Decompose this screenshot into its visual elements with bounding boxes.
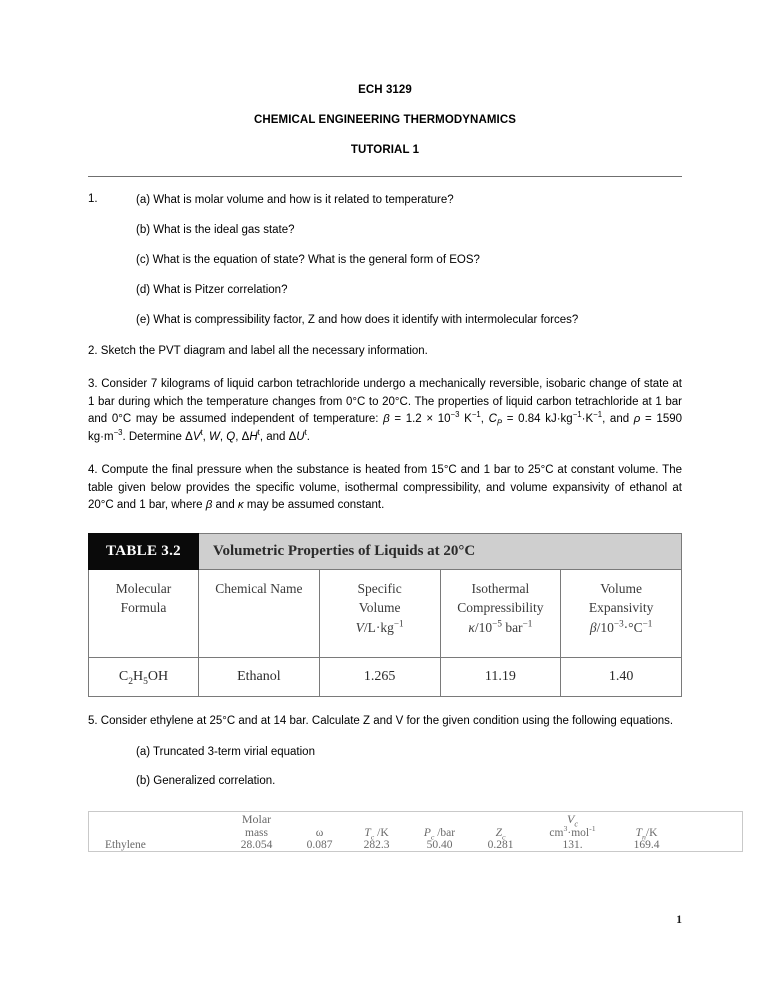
ethylene-table-container bbox=[88, 811, 682, 852]
question-5a: (a) Truncated 3-term virial equation bbox=[136, 746, 315, 759]
header-molar: Molar bbox=[241, 811, 272, 826]
cell-critical-temperature: 282.3 bbox=[363, 838, 390, 851]
document-header bbox=[88, 84, 682, 156]
cell-molar-mass: 28.054 bbox=[240, 838, 273, 851]
enthalpy-separator: , Δ bbox=[235, 430, 250, 443]
energy-separator: , and Δ bbox=[259, 430, 297, 443]
question-2: 2. Sketch the PVT diagram and label all the necessary information. bbox=[88, 344, 428, 357]
table-3-2-title-row bbox=[89, 533, 682, 569]
formula-part: H bbox=[132, 668, 144, 684]
page-number: 1 bbox=[676, 914, 682, 926]
ethylene-header-row-1 bbox=[89, 811, 743, 827]
question-4 bbox=[88, 462, 682, 514]
energy-exponent: t bbox=[304, 427, 307, 437]
pc-unit: /bar bbox=[434, 826, 456, 839]
q4-beta-symbol: β bbox=[205, 499, 213, 512]
tn-unit: /K bbox=[645, 826, 658, 839]
rho-value: = 1590 kg·m bbox=[88, 413, 683, 443]
col-head-line2: Compressibility bbox=[457, 600, 544, 616]
beta-symbol: β bbox=[383, 413, 390, 426]
cp-symbol: C bbox=[488, 413, 497, 426]
table-row bbox=[89, 657, 682, 696]
beta-unit-exponent: −1 bbox=[471, 410, 481, 420]
tc-symbol: T bbox=[364, 826, 371, 839]
unit-middle: /10 bbox=[596, 619, 614, 635]
formula-part: C bbox=[118, 668, 129, 684]
formula-part: OH bbox=[147, 668, 169, 684]
table-3-2-caption: Volumetric Properties of Liquids at 20°C bbox=[199, 533, 682, 569]
rho-separator: , and bbox=[602, 413, 634, 426]
vc-unit-exponent: 3 bbox=[563, 824, 568, 834]
unit-middle: /10 bbox=[474, 619, 493, 635]
question-3-text: 3. Consider 7 kilograms of liquid carbon tetrachloride undergo a mechanically reversible, isobaric change of state at 1 bar during which the temperature changes from 0°C to 20°C. The properties of liquid carbon tetrachloride at 1 bar and 0°C may be assumed independent of temperature: bbox=[88, 378, 682, 426]
col-head-line1: Specific bbox=[357, 580, 402, 596]
beta-exponent: −3 bbox=[450, 410, 460, 420]
header-critical-temperature bbox=[347, 826, 407, 842]
cell-specific-volume: 1.265 bbox=[319, 657, 440, 696]
cell-substance-name: Ethylene bbox=[105, 838, 146, 851]
table-3-2 bbox=[88, 533, 682, 697]
unit-tail: ·°C bbox=[623, 619, 643, 635]
pc-symbol: P bbox=[423, 826, 431, 839]
cp-exponent-1: −1 bbox=[572, 410, 582, 420]
question-1-items bbox=[136, 193, 682, 327]
table-row bbox=[89, 839, 743, 852]
cell-isothermal-compressibility: 11.19 bbox=[440, 657, 561, 696]
spacer-cell bbox=[89, 827, 221, 839]
question-3-end: . bbox=[306, 430, 310, 443]
tc-subscript: c bbox=[370, 832, 375, 842]
spacer-cell bbox=[347, 811, 407, 827]
rho-symbol: ρ bbox=[633, 413, 641, 426]
col-head-line2: Expansivity bbox=[588, 600, 654, 616]
spacer-cell bbox=[677, 839, 743, 852]
unit-exponent: −1 bbox=[393, 618, 404, 629]
col-head-line1: Volume bbox=[600, 580, 642, 596]
cell-normal-boiling-point: 169.4 bbox=[633, 838, 660, 851]
header-critical-compressibility bbox=[473, 826, 529, 842]
cell-volume-expansivity: 1.40 bbox=[561, 657, 682, 696]
formula-subscript-2: 5 bbox=[143, 676, 148, 687]
beta-equation: = 1.2 × 10 bbox=[389, 413, 451, 426]
question-4-end: may be assumed constant. bbox=[243, 499, 385, 512]
energy-symbol: U bbox=[296, 430, 305, 443]
unit-middle: /L·kg bbox=[363, 619, 394, 635]
col-head-line1: Chemical Name bbox=[215, 580, 303, 596]
question-1 bbox=[88, 193, 682, 327]
col-head-line1: Isothermal bbox=[471, 580, 530, 596]
ethylene-header-row-2 bbox=[89, 827, 743, 839]
col-head-units bbox=[445, 618, 557, 638]
work-separator: , bbox=[202, 430, 210, 443]
column-header-specific-volume bbox=[319, 569, 440, 657]
column-header-chemical-name bbox=[199, 569, 320, 657]
header-normal-boiling-point bbox=[617, 826, 677, 842]
header-critical-pressure bbox=[407, 826, 473, 842]
vc-unit-pre: cm bbox=[549, 826, 564, 839]
beta-unit: K bbox=[459, 413, 472, 426]
cell-critical-compressibility: 0.281 bbox=[487, 838, 514, 851]
unit-exponent-2: −1 bbox=[642, 618, 653, 629]
work-symbol: W bbox=[209, 430, 220, 443]
vc-symbol: V bbox=[567, 811, 575, 826]
question-5: 5. Consider ethylene at 25°C and at 14 bar. Calculate Z and V for the given condition using the following equations. bbox=[88, 714, 674, 727]
col-head-line2: Formula bbox=[120, 600, 167, 616]
cp-separator: , bbox=[480, 413, 489, 426]
header-critical-volume bbox=[529, 811, 617, 827]
question-1b: (b) What is the ideal gas state? bbox=[136, 223, 295, 236]
spacer-cell bbox=[293, 811, 347, 827]
table-3-2-badge: TABLE 3.2 bbox=[89, 533, 199, 569]
document-title: TUTORIAL 1 bbox=[350, 144, 420, 156]
heat-symbol: Q bbox=[226, 430, 236, 443]
zc-symbol: Z bbox=[495, 826, 502, 839]
question-4-text: 4. Compute the final pressure when the substance is heated from 15°C and 1 bar to 25°C at constant volume. The table given below provides the specific volume, isothermal compressibility, and volume expansivity of ethanol at 20°C and 1 bar, where bbox=[88, 464, 682, 512]
unit-exponent: −5 bbox=[492, 618, 502, 629]
heat-separator: , bbox=[219, 430, 227, 443]
col-head-units bbox=[324, 618, 436, 638]
col-head-line2: Volume bbox=[358, 600, 401, 616]
table-3-2-container bbox=[88, 533, 682, 697]
determine-text: . Determine Δ bbox=[122, 430, 193, 443]
table-3-2-header-row bbox=[89, 569, 682, 657]
header-acentric-factor: ω bbox=[315, 826, 324, 839]
volume-exponent: t bbox=[200, 427, 203, 437]
col-head-units bbox=[565, 618, 677, 638]
header-divider bbox=[88, 176, 682, 177]
spacer-cell bbox=[617, 811, 677, 827]
cell-critical-volume: 131. bbox=[562, 838, 583, 851]
header-mass: mass bbox=[245, 826, 268, 839]
tn-subscript: n bbox=[642, 832, 646, 842]
cell-critical-pressure: 50.40 bbox=[426, 838, 453, 851]
enthalpy-exponent: t bbox=[257, 427, 260, 437]
question-1d: (d) What is Pitzer correlation? bbox=[136, 283, 288, 296]
formula-subscript-1: 2 bbox=[128, 676, 133, 687]
cp-subscript: P bbox=[496, 418, 503, 428]
question-1-number: 1. bbox=[88, 193, 98, 205]
unit-symbol: β bbox=[589, 619, 597, 635]
column-header-volume-expansivity bbox=[561, 569, 682, 657]
spacer-cell bbox=[677, 827, 743, 839]
unit-symbol: V bbox=[355, 619, 364, 635]
col-head-line1: Molecular bbox=[115, 580, 172, 596]
spacer-cell bbox=[473, 811, 529, 827]
q4-middle: and bbox=[212, 499, 238, 512]
tn-symbol: T bbox=[635, 826, 642, 839]
enthalpy-symbol: H bbox=[249, 430, 258, 443]
spacer-cell bbox=[677, 811, 743, 827]
cp-value: = 0.84 kJ·kg bbox=[502, 413, 573, 426]
zc-subscript: c bbox=[501, 832, 506, 842]
question-1c: (c) What is the equation of state? What is the general form of EOS? bbox=[136, 253, 480, 266]
cell-acentric-factor: 0.087 bbox=[306, 838, 333, 851]
question-3 bbox=[88, 376, 682, 446]
volume-symbol: V bbox=[192, 430, 201, 443]
document-content bbox=[88, 84, 682, 852]
question-1a: (a) What is molar volume and how is it related to temperature? bbox=[136, 194, 454, 206]
unit-tail: bar bbox=[501, 619, 523, 635]
cp-exponent-2: −1 bbox=[593, 410, 603, 420]
column-header-isothermal-compressibility bbox=[440, 569, 561, 657]
spacer-cell bbox=[407, 811, 473, 827]
vc-unit-post: ·mol bbox=[567, 826, 590, 839]
vc-unit-exponent-2: -1 bbox=[589, 824, 596, 834]
question-5b: (b) Generalized correlation. bbox=[136, 775, 276, 788]
course-code: ECH 3129 bbox=[358, 84, 412, 96]
pc-subscript: c bbox=[430, 832, 435, 842]
vc-subscript: c bbox=[574, 819, 578, 829]
question-1e: (e) What is compressibility factor, Z and how does it identify with intermolecular forces? bbox=[136, 313, 579, 326]
ethylene-properties-table bbox=[88, 811, 743, 852]
spacer-cell bbox=[89, 811, 221, 827]
cp-middle: ·K bbox=[581, 413, 594, 426]
tc-unit: /K bbox=[374, 826, 389, 839]
rho-exponent: −3 bbox=[113, 427, 123, 437]
unit-exponent-2: −1 bbox=[522, 618, 533, 629]
course-title: CHEMICAL ENGINEERING THERMODYNAMICS bbox=[253, 114, 517, 126]
unit-symbol: κ bbox=[468, 619, 475, 635]
q4-kappa-symbol: κ bbox=[237, 499, 244, 512]
cell-molecular-formula bbox=[89, 657, 199, 696]
cell-chemical-name: Ethanol bbox=[199, 657, 320, 696]
column-header-molecular-formula bbox=[89, 569, 199, 657]
unit-exponent: −3 bbox=[613, 618, 624, 629]
header-vc-units bbox=[529, 824, 617, 839]
